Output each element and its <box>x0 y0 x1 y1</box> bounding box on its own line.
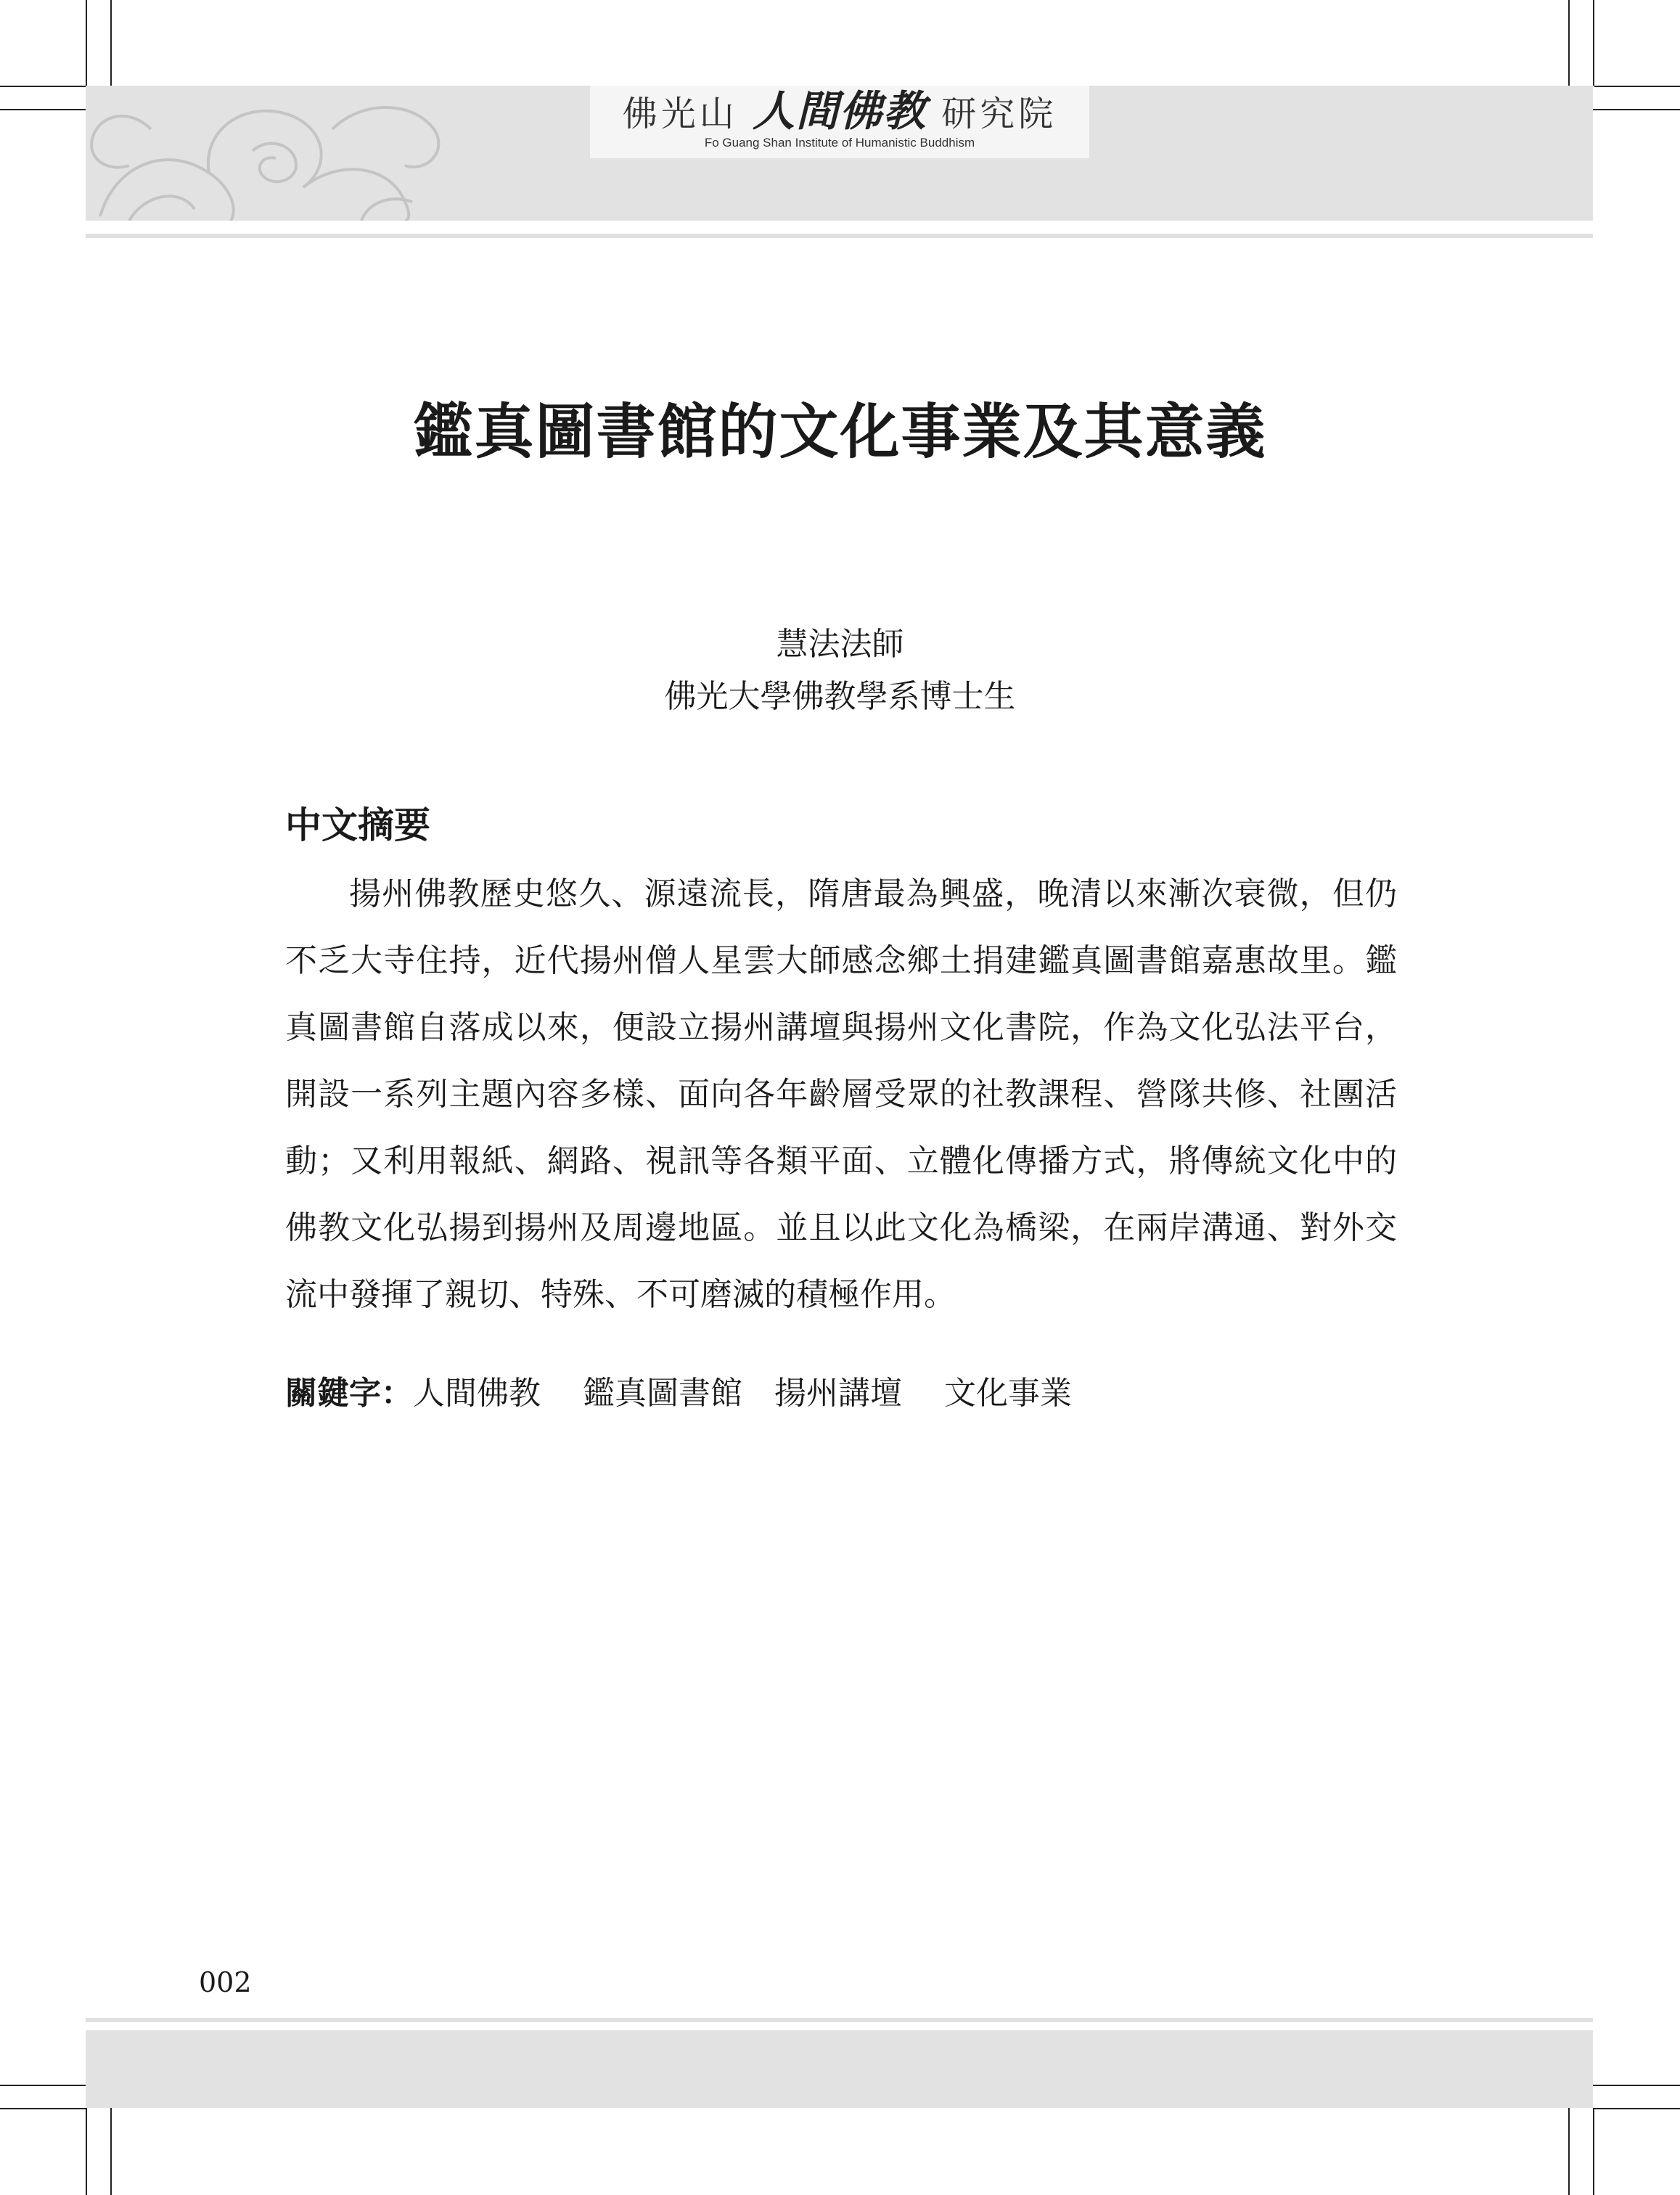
logo-brush-text: 人間佛教 <box>752 86 927 136</box>
logo-chinese <box>590 86 1089 136</box>
footer-band <box>86 2030 1593 2108</box>
author-name: 慧法法師 <box>776 626 904 663</box>
page-number: 002 <box>199 1966 252 1998</box>
abstract-body: 揚州佛教歷史悠久、源遠流長，隋唐最為興盛，晚清以來漸次衰微，但仍不乏大寺住持，近代揚州僧人星雲大師感念鄉土捐建鑑真圖書館嘉惠故里。鑑真圖書館自落成以來，便設立揚州講壇與揚州文化書院，作為文化弘法平台，開設一系列主題內容多樣、面向各年齡層受眾的社教課程、營隊共修、社團活動；又利用報紙、網路、視訊等各類平面、立體化傳播方式，將傳統文化中的佛教文化弘揚到揚州及周邊地區。並且以此文化為橋梁，在兩岸溝通、對外交流中發揮了親切、特殊、不可磨滅的積極作用。 <box>285 875 1397 1313</box>
crop-mark <box>1593 2108 1594 2195</box>
keywords-list: 人間佛教 鑑真圖書館 揚州講壇 文化事業 <box>413 1375 1072 1412</box>
crop-mark <box>1594 2108 1680 2109</box>
crop-mark <box>0 86 86 87</box>
logo-suffix: 研究院 <box>941 94 1057 134</box>
crop-mark <box>1593 0 1594 86</box>
keywords-label: 關鍵字： <box>285 1375 413 1412</box>
crop-mark <box>1594 86 1680 87</box>
author-affiliation: 佛光大學佛教學系博士生 <box>664 678 1016 715</box>
author-block <box>0 618 1680 723</box>
institute-logo <box>590 86 1089 158</box>
keywords-line <box>285 1365 1072 1423</box>
footer-divider <box>86 2018 1593 2022</box>
crop-mark <box>0 2108 86 2109</box>
crop-mark <box>86 2108 87 2195</box>
header-divider <box>86 234 1593 238</box>
lotus-ornament-icon <box>86 86 492 221</box>
logo-prefix: 佛光山 <box>622 94 738 134</box>
logo-english: Fo Guang Shan Institute of Humanistic Buddhism <box>704 136 975 150</box>
abstract-heading: 中文摘要 <box>285 804 430 846</box>
crop-mark <box>86 0 87 86</box>
paper-title: 鑑真圖書館的文化事業及其意義 <box>413 397 1267 467</box>
